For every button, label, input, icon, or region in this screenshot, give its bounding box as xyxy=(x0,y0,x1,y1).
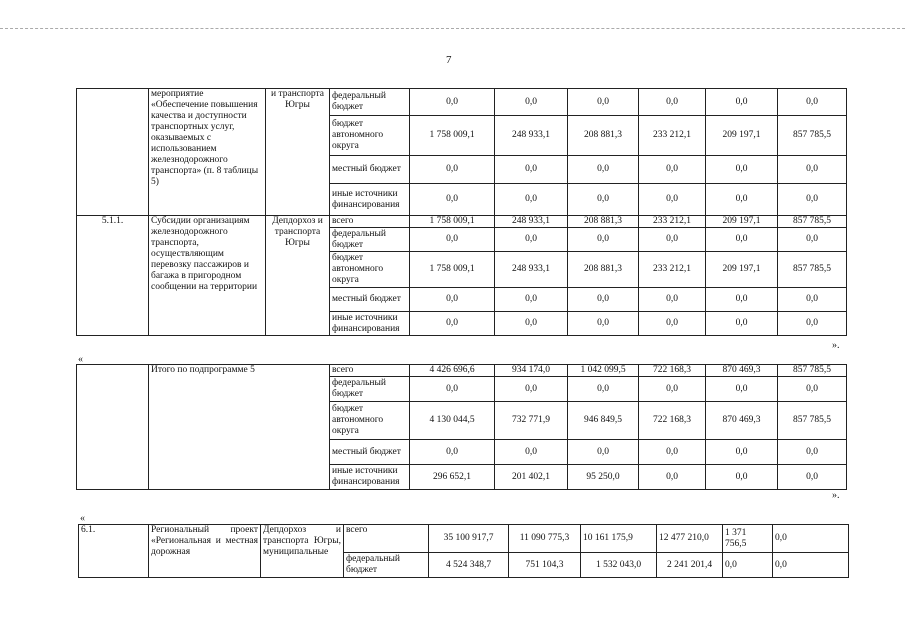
value-cell: 0,0 xyxy=(568,440,639,465)
funding-source: всего xyxy=(330,365,410,377)
value-cell: 233 212,1 xyxy=(639,116,706,156)
value-cell: 0,0 xyxy=(706,89,778,116)
value-cell: 2 241 201,4 xyxy=(657,553,723,578)
value-cell: 0,0 xyxy=(568,156,639,184)
value-cell: 209 197,1 xyxy=(706,252,778,288)
value-cell: 0,0 xyxy=(410,377,495,402)
value-cell: 0,0 xyxy=(568,228,639,252)
value-cell: 11 090 775,3 xyxy=(509,525,581,553)
value-cell: 4 426 696,6 xyxy=(410,365,495,377)
budget-table-subprogram-5-total xyxy=(76,364,847,490)
value-cell: 0,0 xyxy=(778,440,847,465)
value-cell: 0,0 xyxy=(778,184,847,216)
value-cell: 0,0 xyxy=(410,89,495,116)
budget-table-regional-project xyxy=(78,524,849,578)
funding-source: иные источники финансирования xyxy=(330,312,410,336)
value-cell: 0,0 xyxy=(639,440,706,465)
page-number: 7 xyxy=(446,54,452,66)
value-cell: 732 771,9 xyxy=(495,402,568,440)
funding-source: бюджет автономного округа xyxy=(330,116,410,156)
value-cell: 857 785,5 xyxy=(778,216,847,228)
total-label: Итого по подпрограмме 5 xyxy=(149,365,330,490)
value-cell: 0,0 xyxy=(495,377,568,402)
value-cell: 201 402,1 xyxy=(495,465,568,490)
value-cell: 857 785,5 xyxy=(778,252,847,288)
value-cell: 0,0 xyxy=(706,465,778,490)
project-name: Региональный проект «Региональная и местная дорожная xyxy=(149,525,261,578)
value-cell: 0,0 xyxy=(568,312,639,336)
value-cell: 0,0 xyxy=(639,465,706,490)
funding-source: иные источники финансирования xyxy=(330,465,410,490)
value-cell: 0,0 xyxy=(639,184,706,216)
funding-source: бюджет автономного округа xyxy=(330,252,410,288)
value-cell: 857 785,5 xyxy=(778,365,847,377)
funding-source: бюджет автономного округа xyxy=(330,402,410,440)
value-cell: 296 652,1 xyxy=(410,465,495,490)
funding-source: федеральный бюджет xyxy=(344,553,429,578)
value-cell: 12 477 210,0 xyxy=(657,525,723,553)
value-cell: 0,0 xyxy=(706,184,778,216)
value-cell: 248 933,1 xyxy=(495,116,568,156)
value-cell: 0,0 xyxy=(778,89,847,116)
value-cell: 0,0 xyxy=(706,377,778,402)
value-cell: 0,0 xyxy=(778,377,847,402)
value-cell: 0,0 xyxy=(568,184,639,216)
value-cell: 857 785,5 xyxy=(778,402,847,440)
value-cell: 0,0 xyxy=(778,465,847,490)
value-cell: 209 197,1 xyxy=(706,216,778,228)
value-cell: 1 758 009,1 xyxy=(410,216,495,228)
value-cell: 208 881,3 xyxy=(568,116,639,156)
value-cell: 722 168,3 xyxy=(639,365,706,377)
value-cell: 0,0 xyxy=(639,288,706,312)
value-cell: 0,0 xyxy=(410,156,495,184)
value-cell: 0,0 xyxy=(706,228,778,252)
value-cell: 208 881,3 xyxy=(568,216,639,228)
value-cell: 0,0 xyxy=(495,312,568,336)
value-cell: 4 524 348,7 xyxy=(429,553,509,578)
value-cell: 0,0 xyxy=(410,288,495,312)
value-cell: 0,0 xyxy=(778,156,847,184)
value-cell: 10 161 175,9 xyxy=(581,525,657,553)
value-cell: 0,0 xyxy=(706,288,778,312)
value-cell: 0,0 xyxy=(410,228,495,252)
value-cell: 946 849,5 xyxy=(568,402,639,440)
funding-source: всего xyxy=(344,525,429,553)
closing-quote-mark: ». xyxy=(832,340,840,351)
value-cell: 0,0 xyxy=(639,89,706,116)
value-cell: 0,0 xyxy=(410,184,495,216)
value-cell: 1 042 099,5 xyxy=(568,365,639,377)
value-cell: 248 933,1 xyxy=(495,216,568,228)
value-cell: 1 532 043,0 xyxy=(581,553,657,578)
value-cell: 4 130 044,5 xyxy=(410,402,495,440)
budget-table-subprogram-5-measures xyxy=(76,88,847,336)
value-cell: 0,0 xyxy=(639,312,706,336)
value-cell: 0,0 xyxy=(495,288,568,312)
funding-source: иные источники финансирования xyxy=(330,184,410,216)
executor: Депдорхоз и транспорта Югры xyxy=(266,216,330,336)
value-cell: 0,0 xyxy=(639,228,706,252)
value-cell: 0,0 xyxy=(778,288,847,312)
funding-source: федеральный бюджет xyxy=(330,228,410,252)
value-cell: 1 371 756,5 xyxy=(723,525,773,553)
value-cell: 0,0 xyxy=(706,312,778,336)
value-cell: 0,0 xyxy=(495,89,568,116)
value-cell: 0,0 xyxy=(706,440,778,465)
value-cell: 0,0 xyxy=(495,156,568,184)
value-cell: 0,0 xyxy=(410,440,495,465)
value-cell: 35 100 917,7 xyxy=(429,525,509,553)
page-top-border xyxy=(0,28,905,29)
value-cell: 233 212,1 xyxy=(639,252,706,288)
executor: Депдорхоз и транспорта Югры, муниципальные xyxy=(261,525,344,578)
funding-source: местный бюджет xyxy=(330,156,410,184)
value-cell: 751 104,3 xyxy=(509,553,581,578)
value-cell: 0,0 xyxy=(495,440,568,465)
funding-source: всего xyxy=(330,216,410,228)
value-cell: 0,0 xyxy=(410,312,495,336)
executor: и транспорта Югры xyxy=(266,89,330,216)
value-cell: 0,0 xyxy=(778,228,847,252)
funding-source: местный бюджет xyxy=(330,440,410,465)
value-cell: 0,0 xyxy=(495,184,568,216)
funding-source: федеральный бюджет xyxy=(330,89,410,116)
funding-source: местный бюджет xyxy=(330,288,410,312)
value-cell: 0,0 xyxy=(639,156,706,184)
measure-name: мероприятие «Обеспечение повышения качества и доступности транспортных услуг, оказываемых с использованием железнодорожного транспорта» (п. 8 таблицы 5) xyxy=(149,89,266,216)
measure-name: Субсидии организациям железнодорожного транспорта, осуществляющим перевозку пассажиров и багажа в пригородном сообщении на территории xyxy=(149,216,266,336)
value-cell: 0,0 xyxy=(778,312,847,336)
value-cell: 722 168,3 xyxy=(639,402,706,440)
value-cell: 1 758 009,1 xyxy=(410,252,495,288)
closing-quote-mark: ». xyxy=(832,490,840,501)
value-cell: 208 881,3 xyxy=(568,252,639,288)
value-cell: 0,0 xyxy=(639,377,706,402)
value-cell: 0,0 xyxy=(773,525,849,553)
value-cell: 95 250,0 xyxy=(568,465,639,490)
value-cell: 248 933,1 xyxy=(495,252,568,288)
value-cell: 857 785,5 xyxy=(778,116,847,156)
row-number-cell xyxy=(77,365,149,490)
funding-source: федеральный бюджет xyxy=(330,377,410,402)
value-cell: 934 174,0 xyxy=(495,365,568,377)
value-cell: 233 212,1 xyxy=(639,216,706,228)
row-number: 5.1.1. xyxy=(77,216,149,336)
value-cell: 209 197,1 xyxy=(706,116,778,156)
row-number: 6.1. xyxy=(79,525,149,578)
value-cell: 0,0 xyxy=(568,288,639,312)
value-cell: 0,0 xyxy=(568,89,639,116)
opening-quote-mark: « xyxy=(78,354,83,365)
value-cell: 1 758 009,1 xyxy=(410,116,495,156)
value-cell: 870 469,3 xyxy=(706,402,778,440)
value-cell: 0,0 xyxy=(568,377,639,402)
value-cell: 0,0 xyxy=(495,228,568,252)
value-cell: 870 469,3 xyxy=(706,365,778,377)
opening-quote-mark: « xyxy=(80,513,85,524)
value-cell: 0,0 xyxy=(773,553,849,578)
row-number-cell xyxy=(77,89,149,216)
value-cell: 0,0 xyxy=(706,156,778,184)
value-cell: 0,0 xyxy=(723,553,773,578)
